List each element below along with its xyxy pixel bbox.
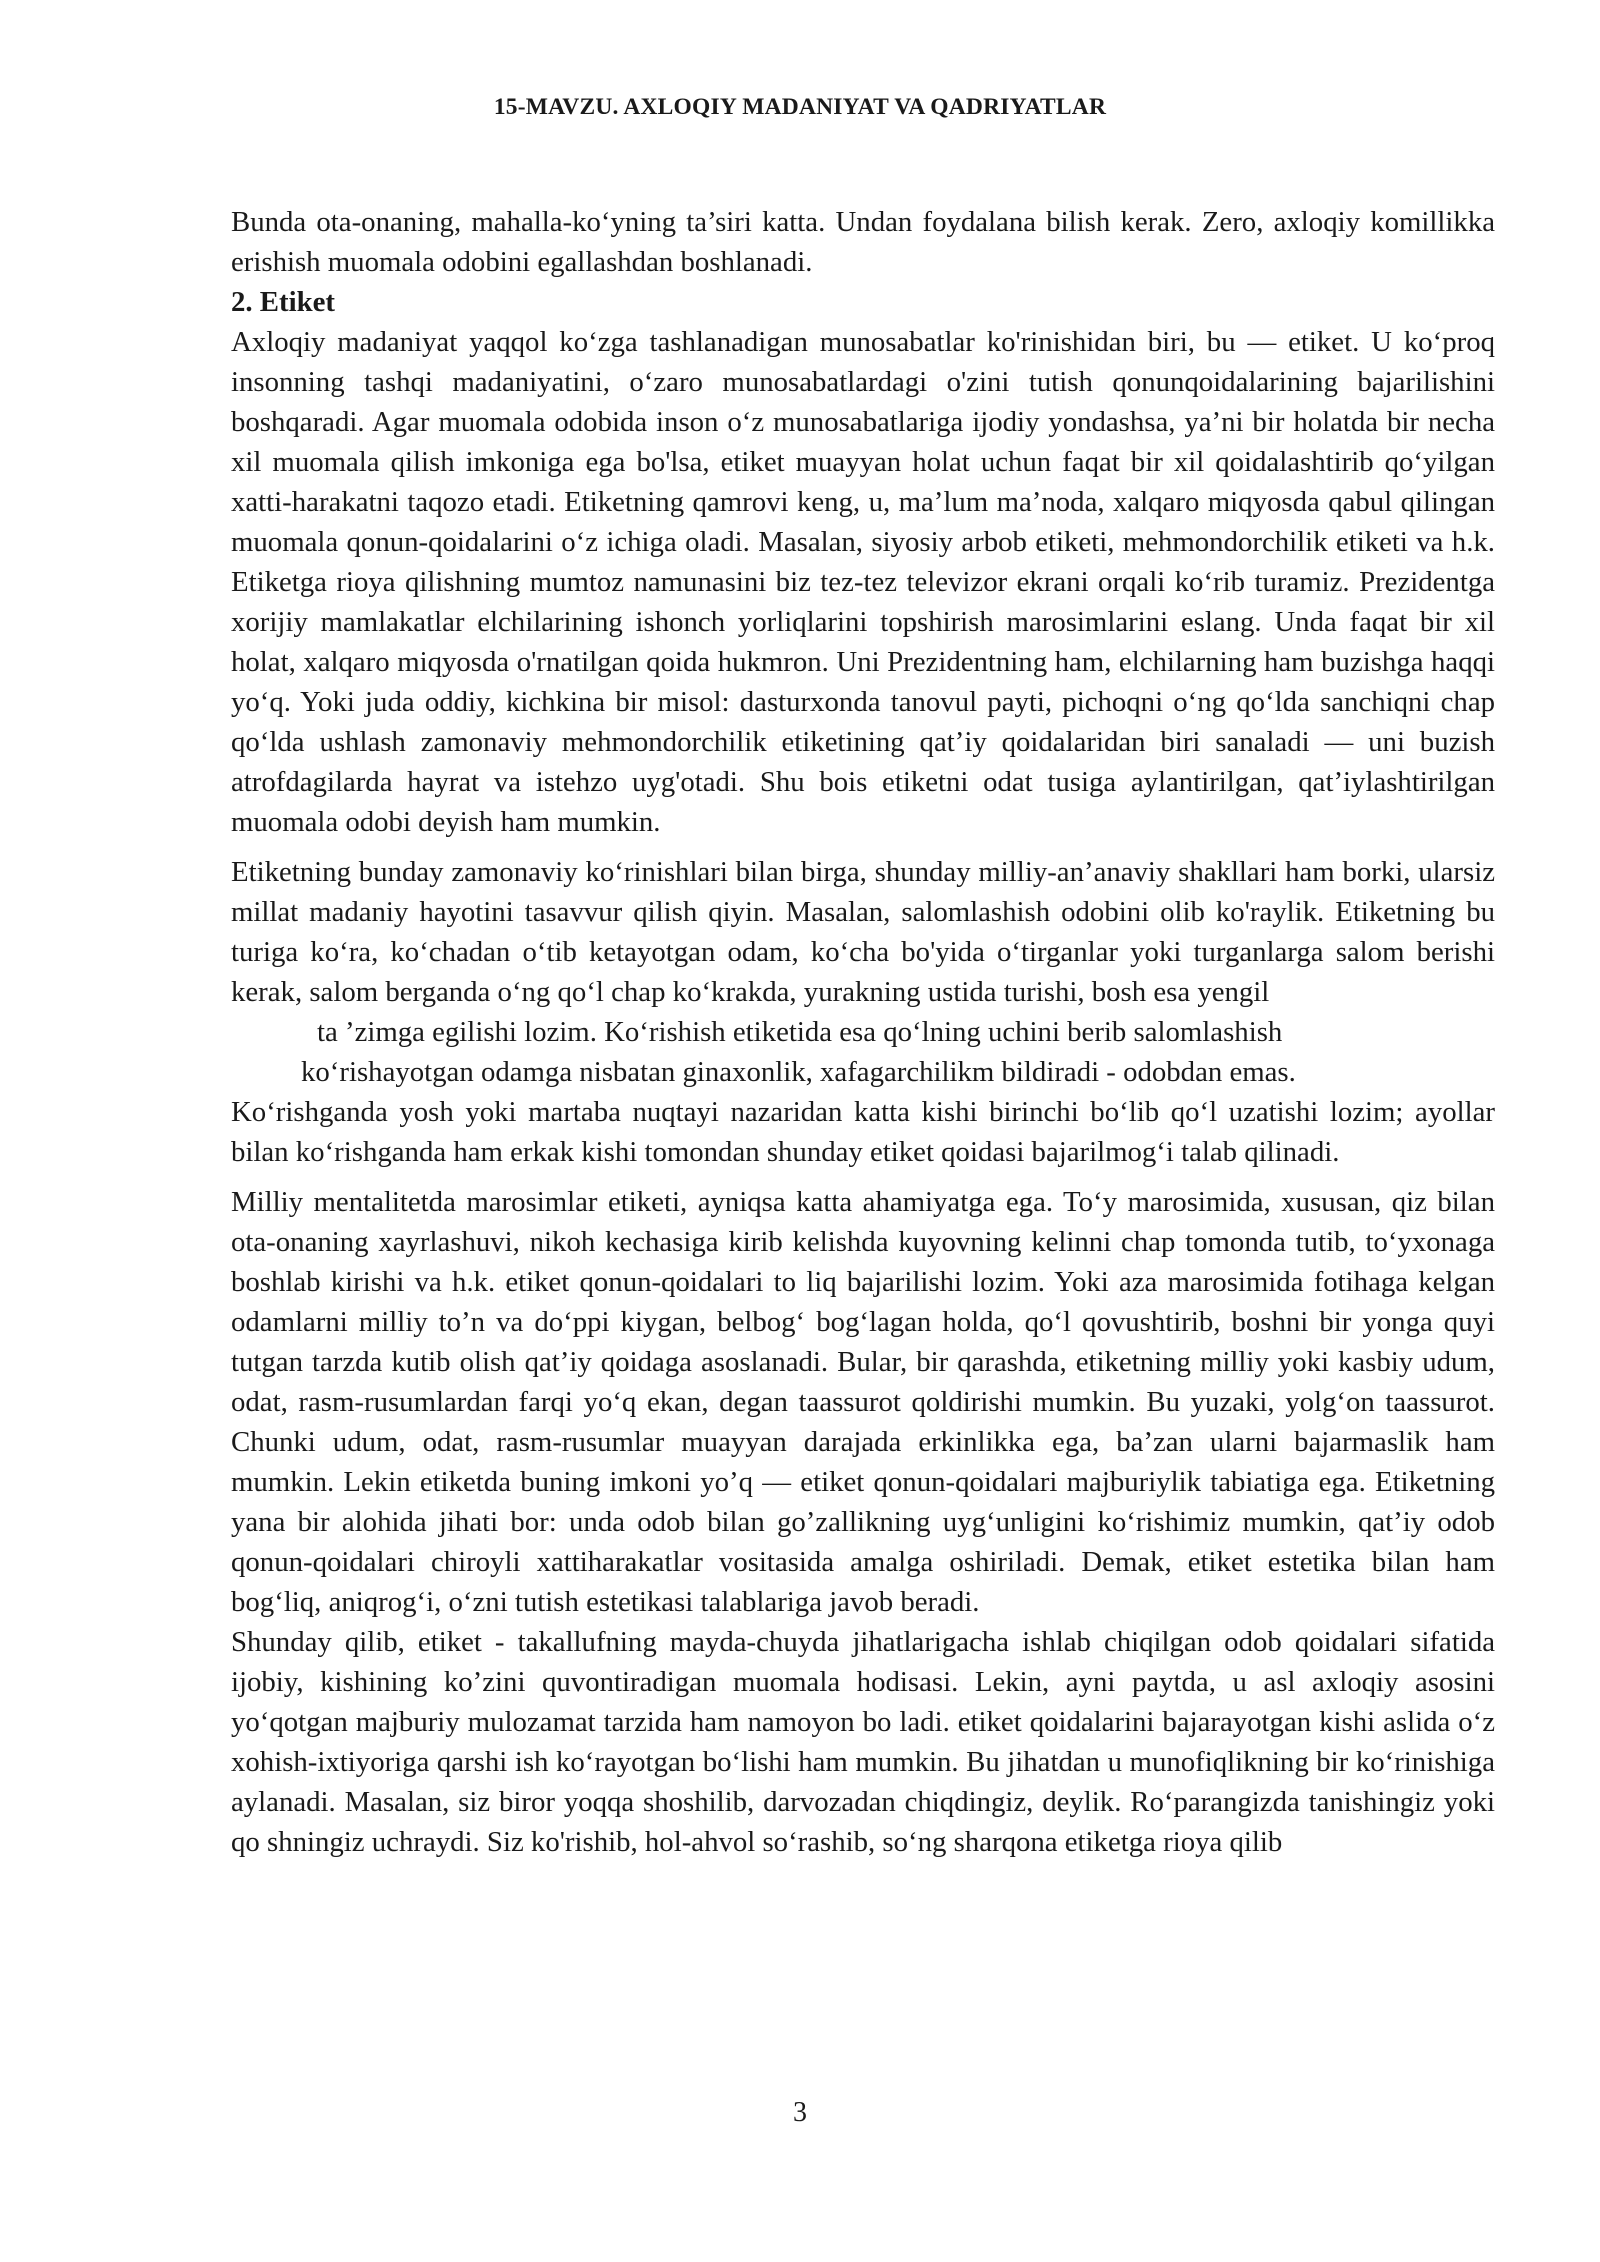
body-text	[231, 202, 1495, 1862]
running-header-title: 15-MAVZU. AXLOQIY MADANIYAT VA QADRIYATLAR	[493, 94, 1107, 120]
paragraph-handshake: Ko‘rishganda yosh yoki martaba nuqtayi nazaridan katta kishi birinchi bo‘lib qo‘l uzatishi lozim; ayollar bilan ko‘rishganda ham erkak kishi tomondan shunday etiket qoidasi bajarilmog‘i talab qilinadi.	[231, 1096, 1495, 1168]
indented-line-1: ta ’zimga egilishi lozim. Ko‘rishish etiketida esa qo‘lning uchini berib salomlashish	[317, 1016, 1283, 1048]
page-number: 3	[793, 2097, 807, 2128]
paragraph-intro: Bunda ota-onaning, mahalla-ko‘yning ta’siri katta. Undan foydalana bilish kerak. Zero, axloqiy komillikka erishish muomala odobini egallashdan boshlanadi.	[231, 206, 1495, 278]
paragraph-conclusion: Shunday qilib, etiket - takallufning mayda-chuyda jihatlarigacha ishlab chiqilgan odob qoidalari sifatida ijobiy, kishining ko’zini quvontiradigan muomala hodisasi. Lekin, ayni paytda, u asl axloqiy asosini yo‘qotgan majburiy mulozamat tarzida ham namoyon bo ladi. etiket qoidalarini bajarayotgan kishi aslida o‘z xohish-ixtiyoriga qarshi ish ko‘rayotgan bo‘lishi ham mumkin. Bu jihatdan u munofiqlikning bir ko‘rinishiga aylanadi. Masalan, siz biror yoqqa shoshilib, darvozadan chiqdingiz, deylik. Ro‘parangizda tanishingiz yoki qo shningiz uchraydi. Siz ko'rishib, hol-ahvol so‘rashib, so‘ng sharqona etiketga rioya qilib	[231, 1626, 1495, 1858]
paragraph-national-forms: Etiketning bunday zamonaviy ko‘rinishlari bilan birga, shunday milliy-an’anaviy shakllari ham borki, ularsiz millat madaniy hayotini tasavvur qilish qiyin. Masalan, salomlashish odobini olib ko'raylik. Etiketning bu turiga ko‘ra, ko‘chadan o‘tib ketayotgan odam, ko‘cha bo'yida o‘tirganlar yoki turganlarga salom berishi kerak, salom berganda o‘ng qo‘l chap ko‘krakda, yurakning ustida turishi, bosh esa yengil	[231, 856, 1495, 1008]
section-heading: 2. Etiket	[231, 286, 335, 318]
paragraph-ceremonies: Milliy mentalitetda marosimlar etiketi, ayniqsa katta ahamiyatga ega. To‘y marosimida, xususan, qiz bilan ota-onaning xayrlashuvi, nikoh kechasiga kirib kelishda kuyovning kelinni chap tomonda tutib, to‘yxonaga boshlab kirishi va h.k. etiket qonun-qoidalari to liq bajarilishi lozim. Yoki aza marosimida fotihaga kelgan odamlarni milliy to’n va do‘ppi kiygan, belbog‘ bog‘lagan holda, qo‘l qovushtirib, boshni bir yonga quyi tutgan tarzda kutib olish qat’iy qoidaga asoslanadi. Bular, bir qarashda, etiketning milliy yoki kasbiy udum, odat, rasm-rusumlardan farqi yo‘q ekan, degan taassurot qoldirishi mumkin. Bu yuzaki, yolg‘on taassurot. Chunki udum, odat, rasm-rusumlar muayyan darajada erkinlikka ega, ba’zan ularni bajarmaslik ham mumkin. Lekin etiketda buning imkoni yo’q — etiket qonun-qoidalari majburiylik tabiatiga ega. Etiketning yana bir alohida jihati bor: unda odob bilan go’zallikning uyg‘unligini ko‘rishimiz mumkin, qat’iy odob qonun-qoidalari chiroyli xattiharakatlar vositasida amalga oshiriladi. Demak, etiket estetika bilan ham bog‘liq, aniqrog‘i, o‘zni tutish estetikasi talablariga javob beradi.	[231, 1186, 1495, 1618]
indented-line-2: ko‘rishayotgan odamga nisbatan ginaxonlik, xafagarchilikm bildiradi - odobdan emas.	[301, 1056, 1296, 1088]
paragraph-etiket-definition: Axloqiy madaniyat yaqqol ko‘zga tashlanadigan munosabatlar ko'rinishidan biri, bu — etiket. U ko‘proq insonning tashqi madaniyatini, o‘zaro munosabatlardagi o'zini tutish qonunqoidalarining bajarilishini boshqaradi. Agar muomala odobida inson o‘z munosabatlariga ijodiy yondashsa, ya’ni bir holatda bir necha xil muomala qilish imkoniga ega bo'lsa, etiket muayyan holat uchun faqat bir xil qoidalashtirib qo‘yilgan xatti-harakatni taqozo etadi. Etiketning qamrovi keng, u, ma’lum ma’noda, xalqaro miqyosda qabul qilingan muomala qonun-qoidalarini o‘z ichiga oladi. Masalan, siyosiy arbob etiketi, mehmondorchilik etiketi va h.k. Etiketga rioya qilishning mumtoz namunasini biz tez-tez televizor ekrani orqali ko‘rib turamiz. Prezidentga xorijiy mamlakatlar elchilarining ishonch yorliqlarini topshirish marosimlarini eslang. Unda faqat bir xil holat, xalqaro miqyosda o'rnatilgan qoida hukmron. Uni Prezidentning ham, elchilarning ham buzishga haqqi yo‘q. Yoki juda oddiy, kichkina bir misol: dasturxonda tanovul payti, pichoqni o‘ng qo‘lda sanchiqni chap qo‘lda ushlash zamonaviy mehmondorchilik etiketining qat’iy qoidalaridan biri sanaladi — uni buzish atrofdagilarda hayrat va istehzo uyg'otadi. Shu bois etiketni odat tusiga aylantirilgan, qat’iylashtirilgan muomala odobi deyish ham mumkin.	[231, 326, 1495, 838]
